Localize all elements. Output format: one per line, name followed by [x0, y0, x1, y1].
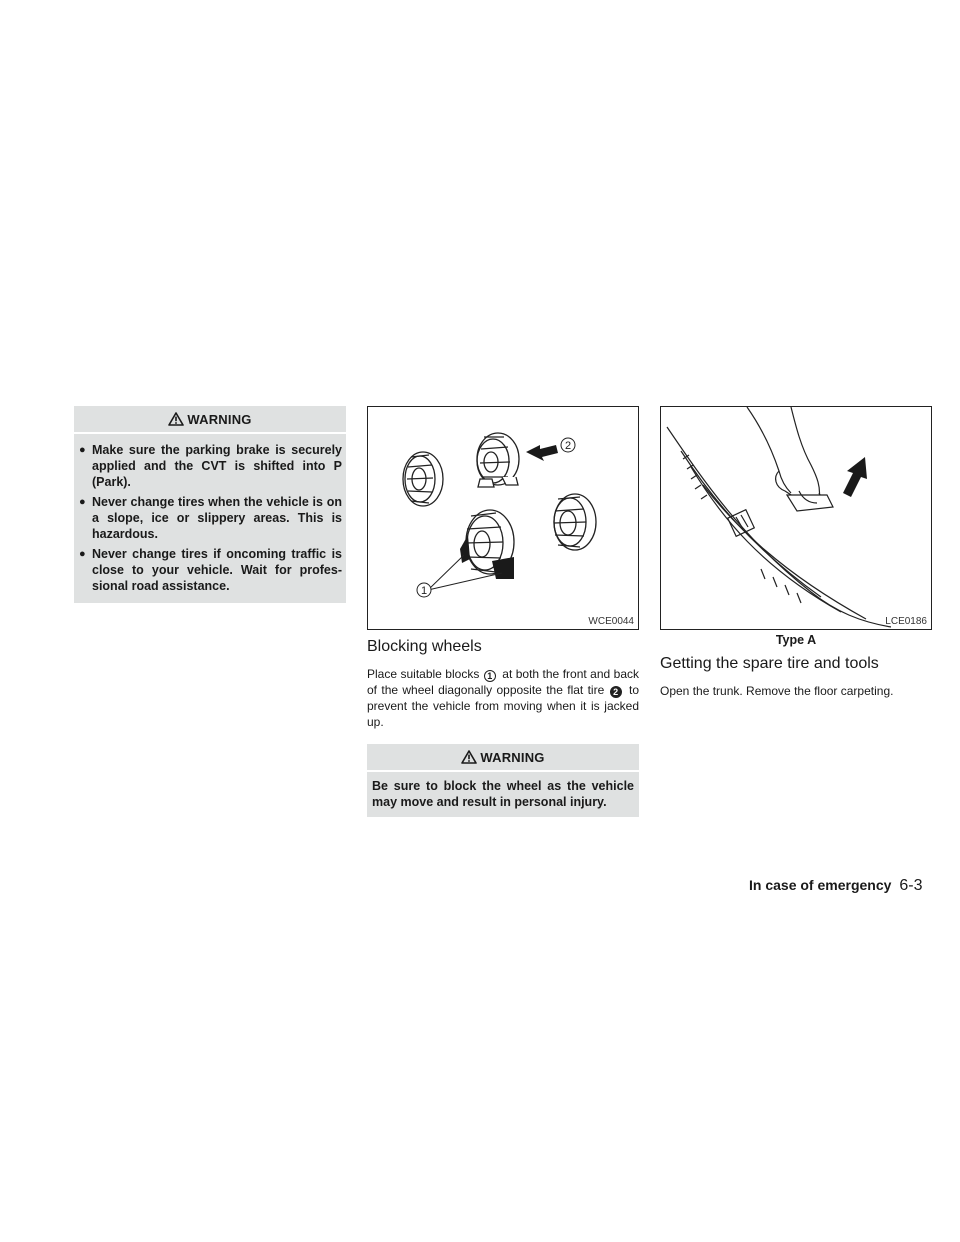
warning-triangle-icon [461, 750, 477, 764]
para-text: to prevent the vehicle from moving when it is jacked up. [367, 683, 639, 729]
warning-bullet [78, 442, 342, 490]
bullet-dot: ● [79, 496, 86, 508]
tire-icon [554, 494, 596, 550]
tire-icon [403, 452, 443, 506]
para-text: at both the front and back of the wheel diagonally opposite the flat tire [367, 667, 639, 697]
warning-bullet-text: Never change tires if oncoming traffic is close to your vehicle. Wait for profes- sional road assistance. [92, 547, 342, 593]
section-heading: Blocking wheels [367, 638, 482, 655]
warning-bullet [78, 546, 342, 594]
arrow-icon [843, 457, 867, 497]
ref-number-1: 1 [484, 670, 496, 682]
warning-title: WARNING [187, 411, 252, 427]
warning-header [74, 406, 346, 432]
bullet-dot: ● [79, 444, 86, 456]
figure-caption: Type A [775, 633, 817, 647]
warning-bullet-text: Make sure the parking brake is securely applied and the CVT is shifted into P (Park). [92, 443, 342, 489]
tire-icon [477, 433, 519, 487]
page-footer [749, 877, 923, 895]
body-paragraph [367, 666, 639, 730]
warning-header [367, 744, 639, 770]
ref-number-2: 2 [610, 686, 622, 698]
blocking-wheels-figure [367, 406, 639, 630]
callout-1: 1 [420, 585, 428, 597]
warning-triangle-icon [168, 412, 184, 426]
warning-box [367, 744, 639, 817]
trunk-figure [660, 406, 932, 630]
callout-2: 2 [564, 440, 572, 452]
body-paragraph: Open the trunk. Remove the floor carpeting. [660, 684, 894, 698]
figure-code: WCE0044 [588, 616, 634, 627]
wheels-illustration [368, 407, 638, 629]
para-text: Place suitable blocks [367, 667, 480, 681]
warning-bullet-text: Never change tires when the vehicle is on a slope, ice or slippery areas. This is hazardous. [92, 495, 342, 541]
column-right [660, 406, 932, 699]
warning-body [74, 434, 346, 603]
trunk-illustration [661, 407, 931, 629]
arrow-icon [526, 445, 558, 461]
figure-code: LCE0186 [885, 616, 927, 627]
column-left [74, 406, 346, 603]
footer-section-title: In case of emergency [749, 877, 892, 893]
column-middle [367, 406, 639, 817]
warning-bullet [78, 494, 342, 542]
bullet-dot: ● [79, 548, 86, 560]
warning-body: Be sure to block the wheel as the vehicle may move and result in personal injury. [367, 772, 639, 817]
section-heading: Getting the spare tire and tools [660, 655, 879, 672]
page-number: 6-3 [899, 877, 923, 894]
warning-title: WARNING [480, 749, 545, 765]
